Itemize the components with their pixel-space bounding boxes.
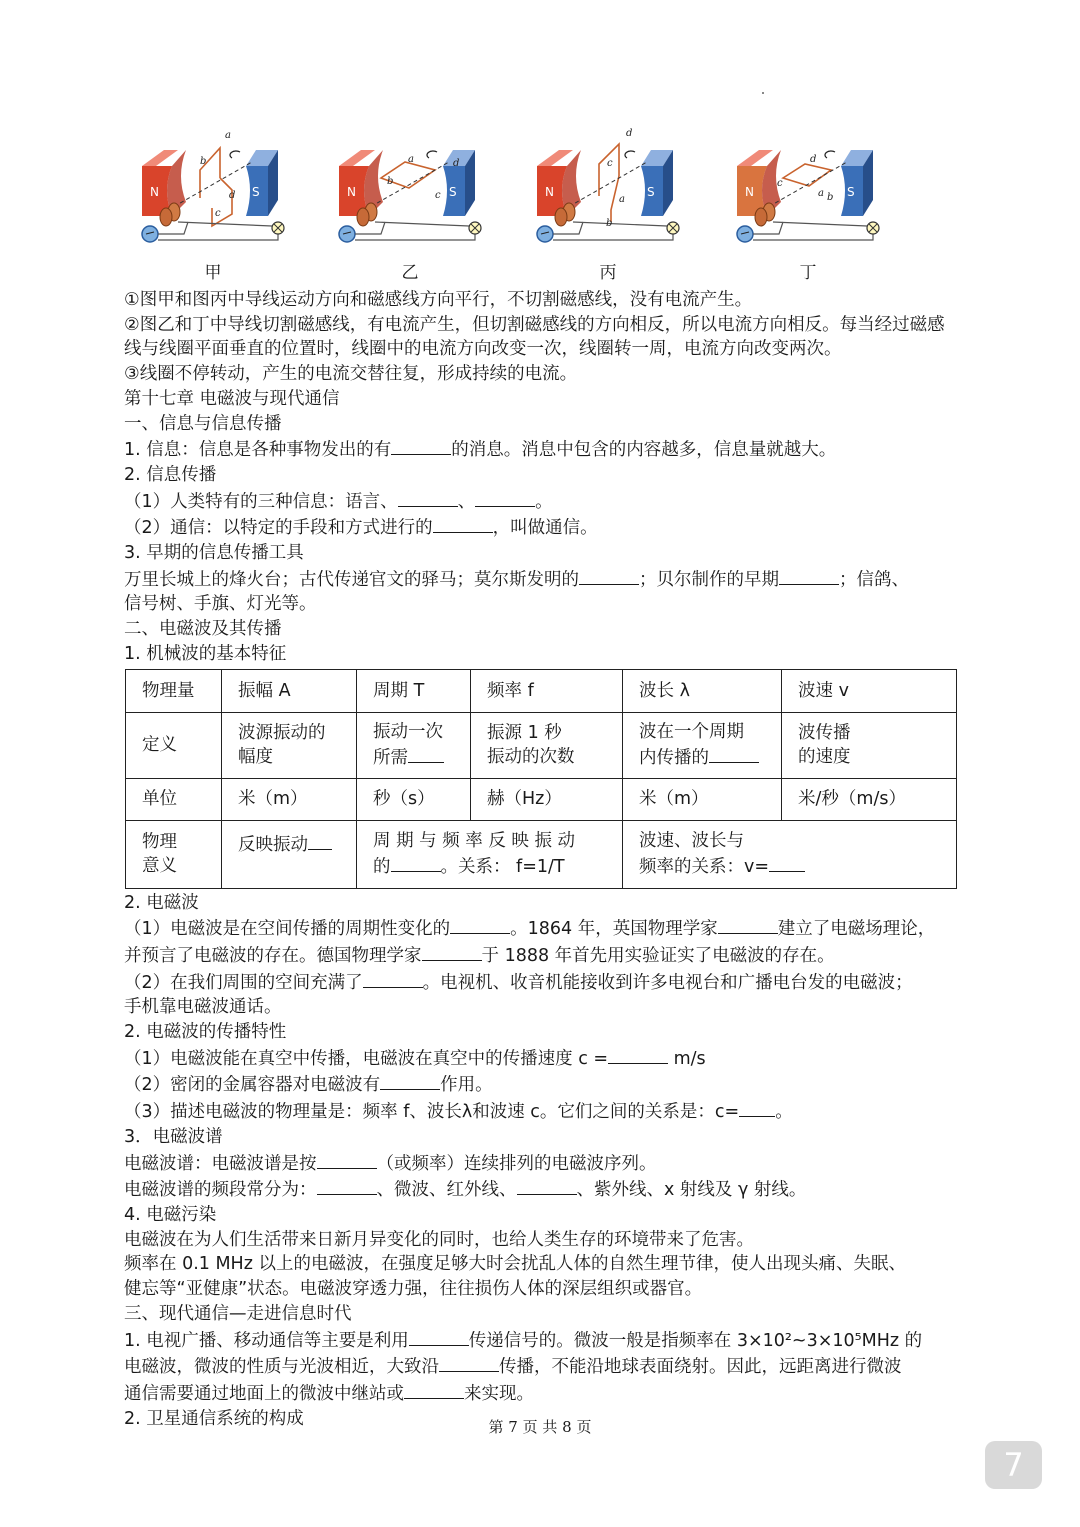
circuit-wire: [573, 222, 667, 226]
generator-diagram: [523, 118, 693, 258]
ammeter: [537, 226, 553, 242]
pollution-line2: 频率在 0.1 MHz 以上的电磁波，在强度足够大时会扰乱人体的自然生理节律，使人出现头痛、失眠、: [124, 1254, 906, 1275]
satellite-heading: 2. 卫星通信系统的构成: [124, 1408, 304, 1429]
circuit-wire: [158, 234, 278, 240]
table-cell: 振动一次 所需: [357, 712, 471, 778]
table-cell: 秒（s）: [357, 778, 471, 820]
wire-label: b: [387, 176, 394, 187]
table-header: 波速 v: [782, 669, 957, 712]
intro-p1: ①图甲和图丙中导线运动方向和磁感线方向平行，不切割磁感线，没有电流产生。: [124, 290, 753, 310]
answer-blank[interactable]: [308, 831, 332, 850]
wire-label: d: [453, 158, 460, 169]
wave-relation-line: （3）描述电磁波的物理量是：频率 f、波长λ和波速 c。它们之间的关系是：c= 。: [124, 1098, 960, 1125]
page-footer: 第 7 页 共 8 页: [488, 1418, 592, 1436]
rotation-arrow: [825, 151, 835, 158]
table-cell: 米（m）: [222, 778, 357, 820]
figure-caption: 丁: [799, 263, 817, 283]
figure-ding: [723, 118, 893, 288]
wire-label: a: [619, 194, 625, 205]
ammeter: [142, 226, 158, 242]
mech-wave-heading: 1. 机械波的基本特征: [124, 643, 287, 664]
table-row: [126, 778, 957, 820]
magnet-north-top: [737, 150, 773, 166]
circuit-wire: [375, 222, 469, 226]
figure-caption: 乙: [401, 263, 419, 283]
table-cell: 单位: [126, 778, 222, 820]
modern-line3: 通信需要通过地面上的微波中继站或 来实现。: [124, 1380, 960, 1407]
section-1-title: 一、信息与信息传播: [124, 413, 282, 434]
wire-label: d: [626, 128, 633, 139]
em-speed-line: （1）电磁波能在真空中传播，电磁波在真空中的传播速度 c = m/s: [124, 1045, 960, 1072]
table-cell: 振源 1 秒 振动的次数: [471, 712, 623, 778]
answer-blank[interactable]: [439, 1353, 499, 1372]
main-text: [124, 288, 960, 1431]
answer-blank[interactable]: [391, 436, 451, 455]
slip-ring: [357, 208, 369, 226]
answer-blank[interactable]: [579, 566, 639, 585]
figure-caption: 丙: [599, 263, 617, 283]
circuit-wire: [753, 234, 873, 240]
table-header: 频率 f: [471, 669, 623, 712]
answer-blank[interactable]: [739, 1098, 775, 1117]
answer-blank[interactable]: [433, 514, 493, 533]
magnet-north-top: [142, 150, 178, 166]
wire-label: c: [435, 190, 441, 201]
em-wave-line1: （1）电磁波是在空间传播的周期性变化的 。1864 年，英国物理学家 建立了电磁场理论，: [124, 915, 960, 942]
answer-blank[interactable]: [317, 1176, 377, 1195]
pollution-line3: 健忘等“亚健康”状态。电磁波穿透力强，往往损伤人体的深层组织或器官。: [124, 1279, 703, 1300]
info-definition: 1. 信息：信息是各种事物发出的有 的消息。消息中包含的内容越多，信息量就越大。: [124, 436, 960, 463]
wire-label: a: [408, 154, 414, 165]
three-info-types: （1）人类特有的三种信息：语言、 、 。: [124, 488, 960, 515]
rotation-arrow: [427, 151, 437, 158]
modern-line1: 1. 电视广播、移动通信等主要是利用 传递信号的。微波一般是指频率在 3×10²~3×10⁵MHz 的: [124, 1327, 960, 1354]
wire-label: c: [777, 178, 783, 189]
pollution-line1: 电磁波在为人们生活带来日新月异变化的同时，也给人类生存的环境带来了危害。: [124, 1229, 754, 1250]
circuit-wire: [178, 222, 272, 226]
answer-blank[interactable]: [517, 1176, 577, 1195]
em-wave-line2: 并预言了电磁波的存在。德国物理学家 于 1888 年首先用实验证实了电磁波的存在。: [124, 942, 960, 969]
wire-label: c: [607, 158, 613, 169]
generator-figures: [120, 118, 960, 288]
figure-yi: [325, 118, 495, 288]
em-wave-heading: 2. 电磁波: [124, 892, 199, 913]
table-cell: 波源振动的 幅度: [222, 712, 357, 778]
table-cell: 米（m）: [623, 778, 782, 820]
magnet-s-label: S: [647, 185, 655, 199]
magnet-s-label: S: [847, 185, 855, 199]
wire-label: b: [606, 218, 613, 229]
rotation-arrow: [230, 151, 240, 158]
magnet-n-label: N: [347, 185, 356, 199]
table-header: 物理量: [126, 669, 222, 712]
magnet-n-label: N: [745, 185, 754, 199]
intro-p2: ②图乙和丁中导线切割磁感线，有电流产生，但切割磁感线的方向相反，所以电流方向相反。每当经过磁感线与线圈平面垂直的位置时，线圈中的电流方向改变一次，线圈转一周，电流方向改变两次。: [124, 314, 945, 360]
answer-blank[interactable]: [450, 915, 510, 934]
wire-label: d: [229, 190, 236, 201]
chapter-title: 第十七章 电磁波与现代通信: [124, 388, 340, 409]
generator-diagram: [128, 118, 298, 258]
table-cell: 反映振动: [222, 820, 357, 888]
wire-label: a: [225, 130, 231, 141]
table-row: [126, 820, 957, 888]
table-cell: 周 期 与 频 率 反 映 振 动 的 。关系： f=1/T: [357, 820, 623, 888]
magnet-s-label: S: [252, 185, 260, 199]
answer-blank[interactable]: [363, 969, 423, 988]
section-3-title: 三、现代通信—走进信息时代: [124, 1303, 352, 1324]
magnet-n-label: N: [150, 185, 159, 199]
speck: [762, 92, 764, 94]
table-cell: 波速、波长与 频率的关系：v=: [623, 820, 957, 888]
table-cell: 定义: [126, 712, 222, 778]
answer-blank[interactable]: [709, 744, 759, 763]
table-header: 周期 T: [357, 669, 471, 712]
table-cell: 波在一个周期 内传播的: [623, 712, 782, 778]
slip-ring: [160, 208, 172, 226]
em-propagation-heading: 2. 电磁波的传播特性: [124, 1022, 287, 1043]
answer-blank[interactable]: [718, 915, 778, 934]
ammeter: [737, 226, 753, 242]
wire-label: c: [215, 208, 221, 219]
spectrum-heading: 3．电磁波谱: [124, 1126, 223, 1147]
generator-diagram: [723, 118, 893, 258]
em-wave-line4: 手机靠电磁波通话。: [124, 997, 282, 1018]
circuit-wire: [773, 222, 867, 226]
table-row: [126, 669, 957, 712]
metal-shield-line: （2）密闭的金属容器对电磁波有 作用。: [124, 1071, 960, 1098]
table-cell: 赫（Hz）: [471, 778, 623, 820]
answer-blank[interactable]: [779, 566, 839, 585]
spectrum-line2: 电磁波谱的频段常分为： 、微波、红外线、 、紫外线、x 射线及 γ 射线。: [124, 1176, 960, 1203]
mechanical-wave-table: [125, 669, 957, 889]
table-cell: 波传播 的速度: [782, 712, 957, 778]
pollution-heading: 4. 电磁污染: [124, 1204, 217, 1225]
table-cell: 米/秒（m/s）: [782, 778, 957, 820]
magnet-north-top: [537, 150, 573, 166]
intro-p3: ③线圈不停转动，产生的电流交替往复，形成持续的电流。: [124, 364, 578, 385]
circuit-wire: [553, 234, 673, 240]
ammeter: [339, 226, 355, 242]
wire-label: d: [810, 154, 817, 165]
magnet-north-top: [339, 150, 375, 166]
answer-blank[interactable]: [380, 1071, 440, 1090]
figure-jia: [128, 118, 298, 288]
info-spread-heading: 2. 信息传播: [124, 464, 217, 485]
answer-blank[interactable]: [409, 1327, 469, 1346]
answer-blank[interactable]: [475, 488, 535, 507]
table-header: 波长 λ: [623, 669, 782, 712]
wire-label: b: [827, 192, 834, 203]
early-tools-heading: 3. 早期的信息传播工具: [124, 543, 304, 564]
answer-blank[interactable]: [391, 853, 441, 872]
answer-blank[interactable]: [408, 744, 444, 763]
wire-label: a: [818, 188, 824, 199]
table-header: 振幅 A: [222, 669, 357, 712]
coil-loop: [599, 144, 619, 222]
generator-diagram: [325, 118, 495, 258]
magnet-s-label: S: [449, 185, 457, 199]
figure-caption: 甲: [204, 263, 222, 283]
modern-line2: 电磁波，微波的性质与光波相近，大致沿 传播，不能沿地球表面绕射。因此，远距离进行微波: [124, 1353, 960, 1380]
magnet-n-label: N: [545, 185, 554, 199]
circuit-wire: [355, 234, 475, 240]
communication-definition: （2）通信：以特定的手段和方式进行的 ，叫做通信。: [124, 514, 960, 541]
early-tools-line2: 信号树、手旗、灯光等。: [124, 594, 317, 615]
page-number-badge[interactable]: 7: [985, 1441, 1042, 1489]
answer-blank[interactable]: [608, 1045, 668, 1064]
spectrum-line1: 电磁波谱：电磁波谱是按 （或频率）连续排列的电磁波序列。: [124, 1150, 960, 1177]
table-cell: 物理 意义: [126, 820, 222, 888]
wire-label: b: [200, 156, 207, 167]
slip-ring: [755, 208, 767, 226]
em-wave-line3: （2）在我们周围的空间充满了 。电视机、收音机能接收到许多电视台和广播电台发的电磁波；: [124, 969, 960, 996]
answer-blank[interactable]: [422, 942, 482, 961]
section-2-title: 二、电磁波及其传播: [124, 619, 282, 640]
early-tools-line1: 万里长城上的烽火台；古代传递官文的驿马；莫尔斯发明的 ；贝尔制作的早期 ；信鸽、: [124, 566, 960, 593]
answer-blank[interactable]: [769, 853, 805, 872]
figure-bing: [523, 118, 693, 288]
answer-blank[interactable]: [317, 1150, 377, 1169]
answer-blank[interactable]: [404, 1380, 464, 1399]
table-row: [126, 712, 957, 778]
rotation-arrow: [625, 151, 635, 158]
answer-blank[interactable]: [398, 488, 458, 507]
slip-ring: [555, 208, 567, 226]
